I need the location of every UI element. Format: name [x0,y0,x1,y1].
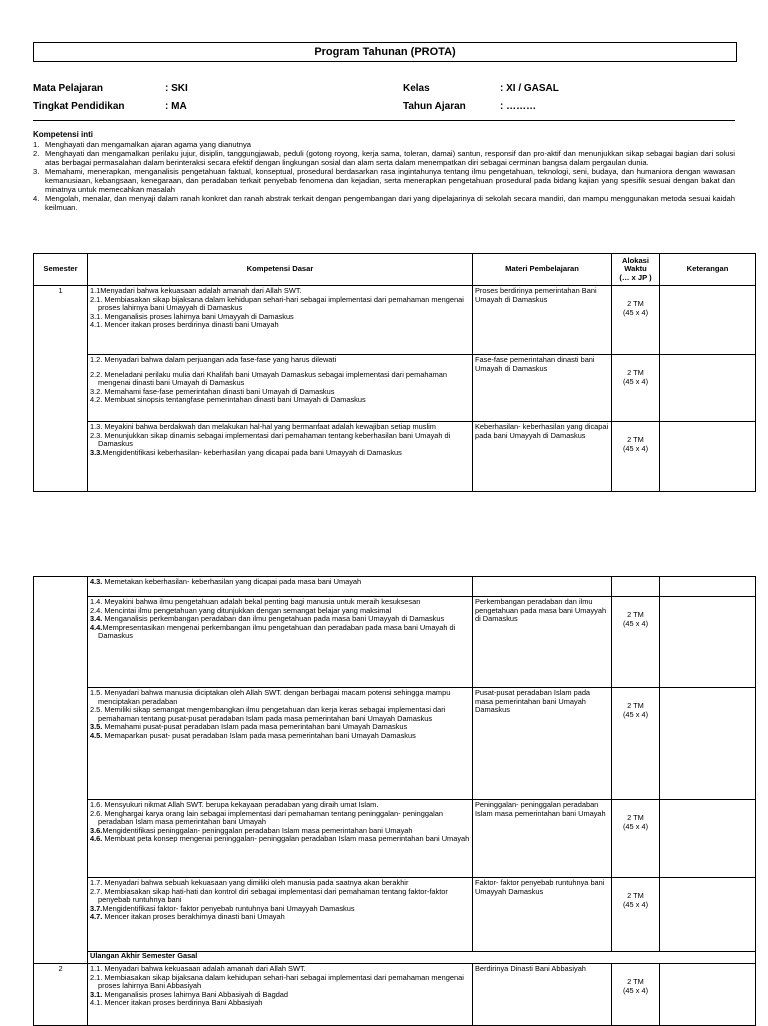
materi-cell: Faktor- faktor penyebab runtuhnya bani Umayyah Damaskus [473,878,612,952]
table-row [34,878,756,952]
kd-text: Menganalisis perkembangan peradaban dan ilmu pengetahuan pada masa bani Umayyah di Damaskus [102,614,445,624]
materi-cell: Peninggalan- peninggalan peradaban Islam masa pemerintahan bani Umayah [473,800,612,878]
kd-text: Mencer itakan proses berakhirnya dinasti bani Umayah [102,912,285,922]
kompetensi-dasar-cell [88,286,473,355]
alokasi-tm: 2 TM [627,701,644,710]
kd-item [90,913,470,922]
table-row [34,688,756,800]
kd-item [90,999,470,1008]
kompetensi-dasar-cell [88,688,473,800]
kd-number: 3.3. [90,447,103,457]
kd-text: Memetakan keberhasilan- keberhasilan yang dicapai pada masa bani Umayah [102,577,362,586]
prota-table-2 [33,576,756,1026]
kd-item [90,810,470,827]
item-number: 2. [33,149,40,158]
alokasi-cell [612,286,660,355]
table-row [34,964,756,1026]
kd-number: 4.5. [90,730,103,740]
alokasi-jp: (45 x 4) [622,985,649,995]
kompetensi-inti-item [33,194,735,212]
kd-item [90,974,470,991]
kompetensi-inti-item [33,167,735,194]
kd-number: 4.6. [90,834,103,844]
table-row [34,355,756,422]
kompetensi-inti-list [33,140,735,212]
semester-cell: 1 [34,286,88,492]
header-kompetensi-dasar: Kompetensi Dasar [88,254,473,286]
header-alokasi-line1: Alokasi Waktu [621,255,649,274]
kompetensi-dasar-cell [88,422,473,492]
item-number: 3. [33,167,40,176]
kelas-label: Kelas [403,83,430,94]
kd-text: 4.1. Mencer itakan proses berdirinya Bani Abbasiyah [90,998,263,1008]
tingkat-label: Tingkat Pendidikan [33,101,125,112]
kd-text: 1.2. Menyadari bahwa dalam perjuangan ada fase-fase yang harus dilewati [90,355,337,364]
item-number: 1. [33,140,40,149]
table-row [34,286,756,355]
header-keterangan: Keterangan [660,254,756,286]
keterangan-cell [660,422,756,492]
keterangan-cell [660,964,756,1026]
keterangan-cell [660,355,756,422]
kd-text: 3.2. Memahami fase-fase pemerintahan dinasti bani Umayah di Damaskus [90,386,335,396]
alokasi-cell [612,964,660,1026]
materi-cell: Berdirinya Dinasti Bani Abbasiyah [473,964,612,1026]
alokasi-tm: 2 TM [627,368,644,377]
alokasi-cell [612,800,660,878]
alokasi-cell [612,878,660,952]
keterangan-cell [660,286,756,355]
document-title: Program Tahunan (PROTA) [33,42,737,62]
item-number: 4. [33,194,40,203]
mata-pelajaran-label: Mata Pelajaran [33,83,104,94]
materi-cell: Keberhasilan- keberhasilan yang dicapai pada bani Umayyah di Damaskus [473,422,612,492]
kd-text: 2.6. Menghargai karya orang lain sebagai implementasi dari pemahaman tentang peninggalan- peninggalan peradaban Islam masa pemerintahan bani Umayah [90,808,443,827]
alokasi-jp: (45 x 4) [622,899,649,909]
table-row [34,422,756,492]
kompetensi-dasar-cell [88,800,473,878]
item-text: Memahami, menerapkan, menganalisis pengetahuan faktual, konseptual, prosedural berdasarkan rasa ingintahunya tentang ilmu pengetahuan, teknologi, seni, budaya, dan humaniora dengan wawasan kemanusiaan, kebangsaan, kenegaraan, dan peradaban terkait penyebab fenomena dan kejadian, serta menerapkan pengetahuan prosedural pada bidang kajian yang spesifik sesuai dengan bakat dan minatnya untuk memecahkan masalah [45,167,735,194]
alokasi-tm: 2 TM [627,610,644,619]
ulangan-cell: Ulangan Akhir Semester Gasal [88,952,756,964]
ulangan-row [34,952,756,964]
tahun-value: : ……… [500,101,537,112]
alokasi-cell [612,688,660,800]
table-row [34,577,756,597]
kd-item [90,449,470,458]
kd-item [90,689,470,706]
kd-item [90,296,470,313]
alokasi-cell [612,355,660,422]
kd-text: 4.2. Membuat sinopsis tentangfase pemerintahan dinasti bani Umayah di Damaskus [90,395,366,405]
keterangan-cell [660,878,756,952]
kd-text: 2.4. Mencintai ilmu pengetahuan yang ditunjukkan dengan semangat belajar yang maksimal [90,605,392,615]
alokasi-jp: (45 x 4) [622,443,649,453]
kompetensi-dasar-cell [88,577,473,597]
kd-text: 1.1. Menyadari bahwa kekuasaan adalah amanah dari Allah SWT. [90,964,306,973]
materi-cell: Perkembangan peradaban dan ilmu pengetahuan pada masa bani Umayyah di Damaskus [473,597,612,688]
alokasi-jp: (45 x 4) [622,709,649,719]
table-row [34,597,756,688]
semester-cell [34,577,88,964]
kd-text: Memahami pusat-pusat peradaban Islam pada masa pemerintahan bani Umayah Damaskus [102,722,408,732]
kd-text: 1.5. Menyadari bahwa manusia diciptakan oleh Allah SWT. dengan berbagai macam potensi sehingga mampu menciptakan peradaban [90,688,451,706]
item-text: Menghayati dan mengamalkan perilaku jujur, disiplin, tanggungjawab, peduli (gotong royong, kerja sama, toleran, damai) santun, responsif dan pro-aktif dan menunjukkan sikap sebagai bagian dari solusi atas berbagai permasalahan dalam berinteraksi secara efektif dengan lingkungan sosial dan alam serta dalam menempatkan diri sebagai cerminan bangsa dalam pergaulan dunia. [45,149,735,167]
header-alokasi-line2: (… x JP ) [619,272,652,282]
kd-item [90,321,470,330]
alokasi-tm: 2 TM [627,435,644,444]
kd-text: 1.3. Meyakini bahwa berdakwah dan melakukan hal-hal yang bermanfaat adalah kewajiban setiap muslim [90,422,436,431]
tahun-label: Tahun Ajaran [403,101,466,112]
kd-item [90,432,470,449]
kd-item [90,624,470,641]
kd-number: 4.3. [90,577,103,586]
header-materi: Materi Pembelajaran [473,254,612,286]
table-header-row [34,254,756,286]
keterangan-cell [660,597,756,688]
kd-text: Membuat peta konsep mengenai peninggalan- peninggalan peradaban Islam masa pemerintahan bani Umayah [102,834,470,844]
table-row [34,800,756,878]
kd-number: 3.6. [90,825,103,835]
kd-item [90,888,470,905]
kd-number: 4.4. [90,622,103,632]
kd-text: Mengidentifikasi peninggalan- peninggalan peradaban Islam masa pemerintahan bani Umayah [102,825,413,835]
materi-cell: Proses berdirinya pemerintahan Bani Umayah di Damaskus [473,286,612,355]
kd-text: Mengidentifikasi keberhasilan- keberhasilan yang dicapai pada bani Umayyah di Damaskus [102,447,402,457]
alokasi-jp: (45 x 4) [622,307,649,317]
keterangan-cell [660,688,756,800]
kd-item [90,356,470,365]
kd-text: Mempresentasikan mengenai perkembangan ilmu pengetahuan dan peradaban pada masa bani Umayah di Damaskus [98,622,456,641]
keterangan-cell [660,577,756,597]
kd-text: 1.7. Menyadari bahwa sebuah kekuasaan yang dimiliki oleh manusia pada saatnya akan berakhir [90,878,409,887]
kd-text: 2.7. Membiasakan sikap hati-hati dan kontrol diri sebagai implementasi dari pemahaman tentang faktor-faktor penyebab runtuhnya bani [90,886,448,905]
kd-text: 1.4. Meyakini bahwa ilmu pengetahuan adalah bekal penting bagi manusia untuk meraih kesuksesan [90,597,421,606]
mata-pelajaran-value: : SKI [165,83,188,94]
header-semester: Semester [34,254,88,286]
keterangan-cell [660,800,756,878]
divider [33,120,735,121]
kd-item [90,396,470,405]
kd-number: 3.5. [90,722,103,732]
semester-cell: 2 [34,964,88,1026]
alokasi-jp: (45 x 4) [622,821,649,831]
tingkat-value: : MA [165,101,187,112]
kompetensi-dasar-cell [88,878,473,952]
kd-item [90,706,470,723]
kompetensi-dasar-cell [88,355,473,422]
kd-number: 3.1. [90,989,103,999]
materi-cell: Pusat-pusat peradaban Islam pada masa pemerintahan bani Umayah Damaskus [473,688,612,800]
kd-text: 1.6. Mensyukuri nikmat Allah SWT. berupa kekayaan peradaban yang diraih umat Islam. [90,800,379,809]
prota-table-1 [33,253,756,492]
header-alokasi [612,254,660,286]
kd-text: 2.3. Menunjukkan sikap dinamis sebagai implementasi dari pemahaman tentang keberhasilan bani Umayah di Damaskus [90,430,451,449]
kd-item [90,578,470,587]
item-text: Mengolah, menalar, dan menyaji dalam ranah konkret dan ranah abstrak terkait dengan pengembangan dari yang dipelajarinya di sekolah secara mandiri, dan mampu menggunakan metoda sesuai kaidah keilmuan. [45,194,735,212]
kd-item [90,835,470,844]
alokasi-cell [612,597,660,688]
alokasi-jp: (45 x 4) [622,618,649,628]
item-text: Menghayati dan mengamalkan ajaran agama yang dianutnya [45,140,252,149]
materi-cell: Fase-fase pemerintahan dinasti bani Umayah di Damaskus [473,355,612,422]
kompetensi-dasar-cell [88,964,473,1026]
kd-number: 3.7. [90,903,103,913]
kd-text: 3.1. Menganalisis proses lahirnya bani Umayyah di Damaskus [90,311,294,321]
kelas-value: : XI / GASAL [500,83,559,94]
alokasi-tm: 2 TM [627,813,644,822]
kd-text: 1.1Menyadari bahwa kekuasaan adalah amanah dari Allah SWT. [90,286,302,295]
kompetensi-inti-heading: Kompetensi inti [33,130,94,139]
kd-text: Memaparkan pusat- pusat peradaban Islam pada masa pemerintahan bani Umayah Damaskus [102,730,416,740]
alokasi-cell [612,577,660,597]
alokasi-tm: 2 TM [627,299,644,308]
materi-cell [473,577,612,597]
kd-text: 2.1. Membiasakan sikap bijaksana dalam kehidupan sehari-hari sebagai implementasi dari pemahaman mengenai proses lahirnya bani Umayyah di Damaskus [90,294,464,313]
alokasi-jp: (45 x 4) [622,376,649,386]
kompetensi-dasar-cell [88,597,473,688]
kompetensi-inti-item [33,149,735,167]
kd-text: 4.1. Mencer itakan proses berdirinya dinasti bani Umayah [90,320,279,330]
kd-text: 2.1. Membiasakan sikap bijaksana dalam kehidupan sehari-hari sebagai implementasi dari pemahaman mengenai proses lahirnya Bani Abbasiyah [90,972,464,991]
alokasi-tm: 2 TM [627,891,644,900]
kd-text: Menganalisis proses lahirnya Bani Abbasiyah di Bagdad [102,989,289,999]
kd-number: 3.4. [90,614,103,624]
kd-item [90,371,470,388]
kd-text: Mengidentifikasi faktor- faktor penyebab runtuhnya bani Umayyah Damaskus [102,903,355,913]
kd-text: 2.5. Memiliki sikap semangat mengembangkan ilmu pengetahuan dan kerja keras sebagai implementasi dari pemahaman tentang pusat-pusat peradaban Islam pada masa pemerintahan bani Umayah Damaskus [90,705,446,723]
kd-number: 4.7. [90,912,103,922]
alokasi-tm: 2 TM [627,977,644,986]
kompetensi-inti-item [33,140,735,149]
alokasi-cell [612,422,660,492]
kd-item [90,732,470,741]
kd-text: 2.2. Meneladani perilaku mulia dari Khalifah bani Umayah Damaskus sebagai implementasi dari pemahaman mengenai dinasti bani Umayah di Damaskus [90,369,447,388]
